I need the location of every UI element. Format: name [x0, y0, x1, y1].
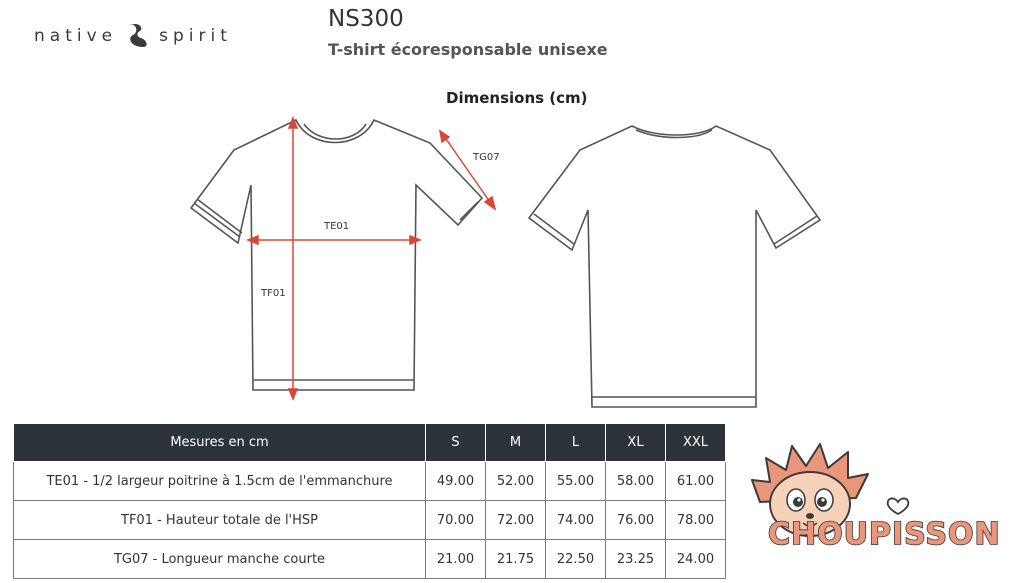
- cell-value: 61.00: [666, 462, 726, 501]
- row-label: TE01 - 1/2 largeur poitrine à 1.5cm de l'emmanchure: [14, 462, 426, 501]
- tshirt-back: [529, 126, 820, 407]
- header-size-l: L: [546, 424, 606, 462]
- dimensions-title: Dimensions (cm): [446, 89, 588, 107]
- cell-value: 21.00: [426, 540, 486, 579]
- cell-value: 78.00: [666, 501, 726, 540]
- cell-value: 74.00: [546, 501, 606, 540]
- brand-right-text: spirit: [159, 26, 232, 46]
- cell-value: 22.50: [546, 540, 606, 579]
- header-size-xxl: XXL: [666, 424, 726, 462]
- row-label: TG07 - Longueur manche courte: [14, 540, 426, 579]
- label-te01: TE01: [324, 221, 350, 232]
- table-header-row: [14, 424, 726, 462]
- header-size-s: S: [426, 424, 486, 462]
- header-label: Mesures en cm: [14, 424, 426, 462]
- tshirt-front: [191, 120, 482, 390]
- cell-value: 55.00: [546, 462, 606, 501]
- table-row: [14, 501, 726, 540]
- brand-left-text: native: [34, 26, 118, 46]
- cell-value: 76.00: [606, 501, 666, 540]
- heart-icon: [888, 498, 909, 514]
- product-subtitle: T-shirt écoresponsable unisexe: [328, 40, 608, 59]
- label-tf01: TF01: [261, 288, 286, 299]
- cell-value: 52.00: [486, 462, 546, 501]
- product-code: NS300: [328, 6, 404, 32]
- cell-value: 21.75: [486, 540, 546, 579]
- size-table: [13, 423, 726, 579]
- cell-value: 72.00: [486, 501, 546, 540]
- table-row: [14, 540, 726, 579]
- mascot-name: CHOUPISSON: [768, 517, 1001, 552]
- cell-value: 70.00: [426, 501, 486, 540]
- cell-value: 24.00: [666, 540, 726, 579]
- header-size-xl: XL: [606, 424, 666, 462]
- cell-value: 58.00: [606, 462, 666, 501]
- label-tg07: TG07: [473, 152, 500, 163]
- cell-value: 49.00: [426, 462, 486, 501]
- row-label: TF01 - Hauteur totale de l'HSP: [14, 501, 426, 540]
- cell-value: 23.25: [606, 540, 666, 579]
- header-size-m: M: [486, 424, 546, 462]
- table-row: [14, 462, 726, 501]
- choupisson-logo: [748, 440, 1008, 560]
